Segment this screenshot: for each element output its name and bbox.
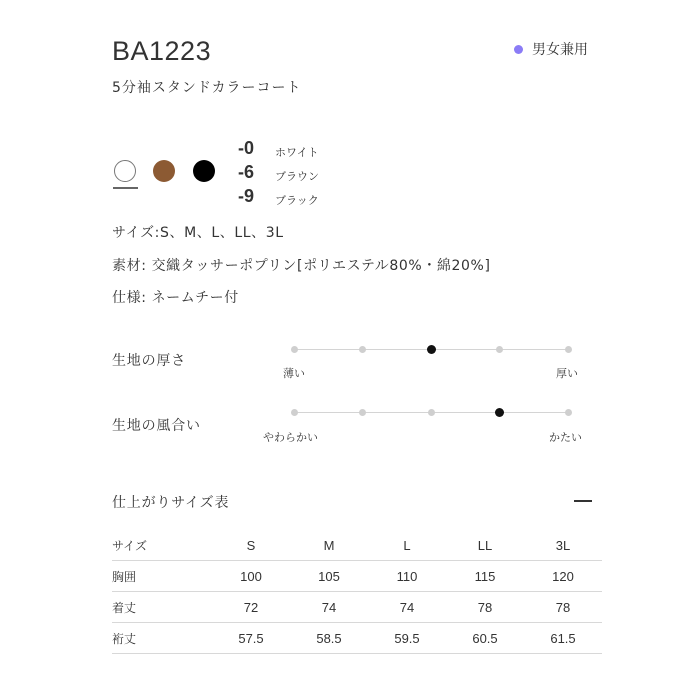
texture-right-label: かたい [549, 431, 582, 444]
scale-dot [565, 346, 572, 353]
texture-scale-title: 生地の風合い [112, 418, 201, 434]
table-cell: 78 [446, 592, 524, 623]
table-cell: 72 [212, 592, 290, 623]
color-code-black: -9 [238, 186, 255, 206]
spec-sizes: サイズ:S、M、L、LL、3L [112, 225, 284, 241]
row-label: 着丈 [112, 592, 212, 623]
table-cell: 60.5 [446, 623, 524, 654]
size-table-header-row [112, 530, 602, 561]
color-name-white: ホワイト [275, 146, 319, 159]
scale-dot [428, 409, 435, 416]
size-header-ll: LL [446, 530, 524, 561]
product-code: BA1223 [112, 36, 212, 66]
color-name-brown: ブラウン [275, 170, 319, 183]
table-cell: 74 [290, 592, 368, 623]
table-cell: 115 [446, 561, 524, 592]
scale-dot [291, 409, 298, 416]
scale-marker-selected [427, 345, 436, 354]
color-name-black: ブラック [275, 194, 319, 207]
gender-badge [514, 39, 588, 59]
color-swatch-brown[interactable] [153, 160, 175, 182]
selected-swatch-underline [113, 187, 138, 189]
color-swatch-white[interactable] [114, 160, 136, 182]
table-cell: 61.5 [524, 623, 602, 654]
row-label: 裄丈 [112, 623, 212, 654]
scale-dot [359, 346, 366, 353]
scale-dot [565, 409, 572, 416]
table-row [112, 623, 602, 654]
thickness-right-label: 厚い [556, 367, 578, 380]
table-cell: 100 [212, 561, 290, 592]
scale-marker-selected [495, 408, 504, 417]
table-cell: 78 [524, 592, 602, 623]
color-code-brown: -6 [238, 162, 255, 182]
table-cell: 59.5 [368, 623, 446, 654]
table-row [112, 592, 602, 623]
spec-detail: 仕様: ネームチー付 [112, 290, 239, 306]
size-header-3l: 3L [524, 530, 602, 561]
table-cell: 57.5 [212, 623, 290, 654]
color-swatch-black[interactable] [193, 160, 215, 182]
size-chart-title: 仕上がりサイズ表 [112, 495, 230, 511]
table-row [112, 561, 602, 592]
table-cell: 105 [290, 561, 368, 592]
spec-material: 素材: 交織タッサーポプリン[ポリエステル80%・綿20%] [112, 258, 491, 274]
gender-label: 男女兼用 [532, 42, 588, 58]
size-header-l: L [368, 530, 446, 561]
thickness-left-label: 薄い [283, 367, 305, 380]
size-table [112, 530, 602, 654]
thickness-scale-title: 生地の厚さ [112, 353, 186, 369]
size-header-label: サイズ [112, 530, 212, 561]
product-name: 5分袖スタンドカラーコート [112, 80, 302, 96]
size-header-s: S [212, 530, 290, 561]
scale-dot [359, 409, 366, 416]
color-code-white: -0 [238, 138, 255, 158]
table-cell: 120 [524, 561, 602, 592]
scale-dot [291, 346, 298, 353]
table-cell: 58.5 [290, 623, 368, 654]
table-cell: 110 [368, 561, 446, 592]
size-header-m: M [290, 530, 368, 561]
row-label: 胸囲 [112, 561, 212, 592]
gender-dot-icon [514, 45, 523, 54]
table-cell: 74 [368, 592, 446, 623]
collapse-icon[interactable] [574, 500, 592, 502]
texture-left-label: やわらかい [263, 431, 318, 444]
scale-dot [496, 346, 503, 353]
